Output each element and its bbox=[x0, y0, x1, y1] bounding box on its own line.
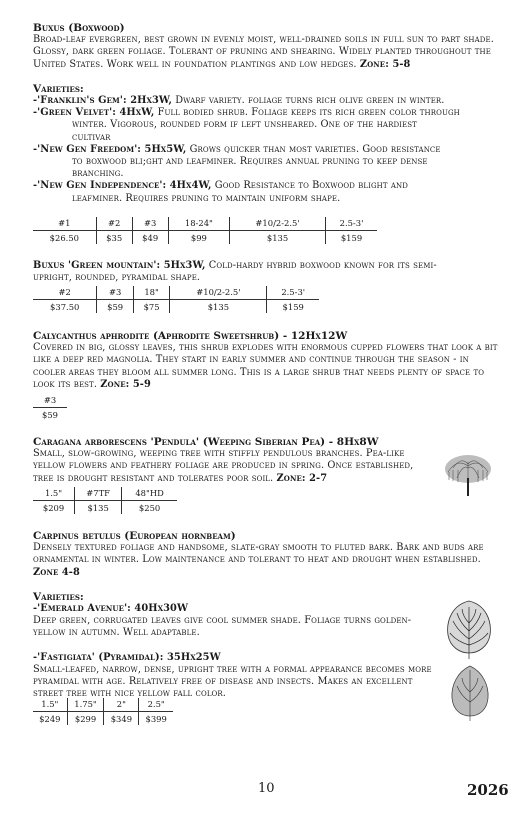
buxus-varieties-label: Varieties: bbox=[33, 82, 84, 95]
carpinus-title: Carpinus betulus (European hornbeam) bbox=[33, 530, 236, 542]
carpinus-variety-fastigiata: -'Fastigiata' (Pyramidal): 35Hx25W bbox=[33, 651, 221, 663]
carpinus-variety-emerald-avenue: -'Emerald Avenue': 40Hx30W bbox=[33, 603, 189, 615]
catalog-year: 2026 bbox=[467, 781, 509, 799]
carpinus-price-table bbox=[33, 698, 173, 725]
calycanthus-zone: Zone: 5-9 bbox=[100, 378, 151, 390]
price-cell: $26.50 bbox=[33, 231, 96, 245]
price-cell: $75 bbox=[133, 300, 169, 314]
price-cell: $49 bbox=[132, 231, 168, 245]
carpinus-desc: Densely textured foliage and handsome, slate-gray smooth to fluted bark. Bark and buds are ornamental in winter. Low maintenance and tolerant to heat and drought when established. Zone 4-8 bbox=[33, 542, 484, 578]
price-cell: $59 bbox=[42, 410, 58, 420]
buxus-v2-desc3: cultivar bbox=[72, 131, 111, 143]
carpinus-varieties-label: Varieties: bbox=[33, 590, 84, 603]
price-cell: $99 bbox=[168, 231, 229, 245]
carpinus-section bbox=[33, 530, 503, 700]
size-cell: #3 bbox=[33, 394, 67, 408]
calycanthus-title: Calycanthus aphrodite (Aphrodite Sweetshrub) - 12Hx12W bbox=[33, 330, 348, 342]
buxus-variety-new-gen-independence: -'New Gen Independence': 4Hx4W, Good Resistance to Boxwood blight and bbox=[33, 180, 408, 192]
buxus-v2-desc2: winter. Vigorous, rounded form if left unsheared. One of the hardiest bbox=[72, 119, 417, 131]
size-cell: 2" bbox=[104, 698, 139, 712]
size-cell: #2 bbox=[33, 286, 97, 300]
size-cell: #7TF bbox=[75, 487, 122, 501]
buxus-gm-line2: upright, rounded, pyramidal shape. bbox=[33, 272, 201, 284]
buxus-gm-line1: Buxus 'Green mountain': 5Hx3W, Cold-hardy hybrid boxwood known for its semi- bbox=[33, 260, 437, 271]
size-cell: 1.5" bbox=[33, 487, 75, 501]
caragana-zone: Zone: 2-7 bbox=[276, 472, 328, 484]
size-cell: #1 bbox=[33, 217, 96, 231]
calycanthus-desc: Covered in big, glossy leaves, this shrub explodes with enormous cupped flowers that look a bit like a deep red magnolia. They start in early summer and continue through the season - in cooler areas they bloom all summer long. This is a large shrub that needs plenty of space to look its best. Zone: 5-9 bbox=[33, 342, 498, 390]
price-cell: $59 bbox=[97, 300, 133, 314]
price-cell: $135 bbox=[75, 501, 122, 515]
caragana-desc: Small, slow-growing, weeping tree with stiffly pendulous branches. Pea-like yellow flowers and feathery foliage are produced in spring. Once established, tree is drought resistant and tolerates poor soil. Zone: 2-7 bbox=[33, 448, 414, 484]
size-cell: #2 bbox=[96, 217, 132, 231]
buxus-v4-desc2: leafminer. Requires pruning to maintain uniform shape. bbox=[72, 192, 341, 204]
buxus-gm-title: Buxus 'Green mountain': 5Hx3W, bbox=[33, 260, 206, 271]
buxus-variety-green-velvet: -'Green Velvet': 4HxW, Full bodied shrub. Foliage keeps its rich green color through bbox=[33, 107, 460, 119]
size-cell: #10/2-2.5' bbox=[230, 217, 326, 231]
size-cell: 2.5-3' bbox=[326, 217, 377, 231]
caragana-price-table bbox=[33, 487, 177, 514]
buxus-gm-price-table bbox=[33, 286, 319, 313]
buxus-v3-desc3: branching. bbox=[72, 168, 124, 180]
carpinus-v2-desc: Small-leafed, narrow, dense, upright tree with a formal appearance becomes more pyramidal with age. Relatively free of disease and insects. Makes an excellent street tree with nice yellow fall color. bbox=[33, 663, 432, 700]
size-cell: 18" bbox=[133, 286, 169, 300]
weeping-tree-illustration bbox=[443, 452, 493, 498]
price-cell: $159 bbox=[282, 302, 304, 312]
size-cell: 18-24" bbox=[168, 217, 229, 231]
price-cell: $159 bbox=[340, 233, 363, 243]
price-cell: $249 bbox=[33, 712, 67, 726]
buxus-v3-desc2: to boxwood bli;ght and leafminer. Requires annual pruning to keep dense bbox=[72, 156, 428, 168]
size-cell: 48"HD bbox=[122, 487, 177, 501]
size-cell: 2.5-3' bbox=[267, 286, 319, 300]
buxus-green-mountain-section bbox=[33, 260, 503, 284]
calycanthus-section bbox=[33, 330, 503, 391]
price-cell: $349 bbox=[104, 712, 139, 726]
size-cell: 2.5" bbox=[139, 698, 173, 712]
price-cell: $35 bbox=[96, 231, 132, 245]
carpinus-v1-desc: Deep green, corrugated leaves give cool summer shade. Foliage turns golden-yellow in autumn. Well adaptable. bbox=[33, 615, 412, 639]
buxus-variety-franklins-gem: -'Franklin's Gem': 2Hx3W, Dwarf variety. foliage turns rich olive green in winter. bbox=[33, 95, 445, 107]
size-cell: 1.75" bbox=[67, 698, 104, 712]
price-cell: $135 bbox=[230, 231, 326, 245]
price-cell: $135 bbox=[170, 300, 267, 314]
caragana-section bbox=[33, 436, 503, 485]
carpinus-zone: Zone 4-8 bbox=[33, 566, 80, 578]
size-cell: #10/2-2.5' bbox=[170, 286, 267, 300]
size-cell: #3 bbox=[132, 217, 168, 231]
caragana-title: Caragana arborescens 'Pendula' (Weeping Siberian Pea) - 8Hx8W bbox=[33, 436, 379, 448]
pyramidal-tree-illustration bbox=[447, 664, 493, 722]
buxus-price-table bbox=[33, 217, 377, 244]
rounded-tree-illustration bbox=[444, 599, 494, 661]
price-cell: $399 bbox=[145, 714, 167, 724]
buxus-desc: Broad-leaf evergreen, best grown in evenly moist, well-drained soils in full sun to part shade. Glossy, dark green foliage. Tolerant of pruning and shearing. Widely planted throughout the United States. Work well in foundation plantings and low hedges. Zone: 5-8 bbox=[33, 34, 494, 70]
price-cell: $299 bbox=[67, 712, 104, 726]
size-cell: 1.5" bbox=[33, 698, 67, 712]
page-number: 10 bbox=[258, 781, 275, 796]
price-cell: $37.50 bbox=[33, 300, 97, 314]
size-cell: #3 bbox=[97, 286, 133, 300]
buxus-title: Buxus (Boxwood) bbox=[33, 22, 125, 34]
price-cell: $250 bbox=[138, 503, 161, 513]
calycanthus-price-table bbox=[33, 394, 67, 421]
price-cell: $209 bbox=[33, 501, 75, 515]
buxus-variety-new-gen-freedom: -'New Gen Freedom': 5Hx5W, Grows quicker than most varieties. Good resistance bbox=[33, 143, 441, 155]
buxus-zone: Zone: 5-8 bbox=[359, 58, 411, 70]
buxus-section bbox=[33, 22, 503, 205]
